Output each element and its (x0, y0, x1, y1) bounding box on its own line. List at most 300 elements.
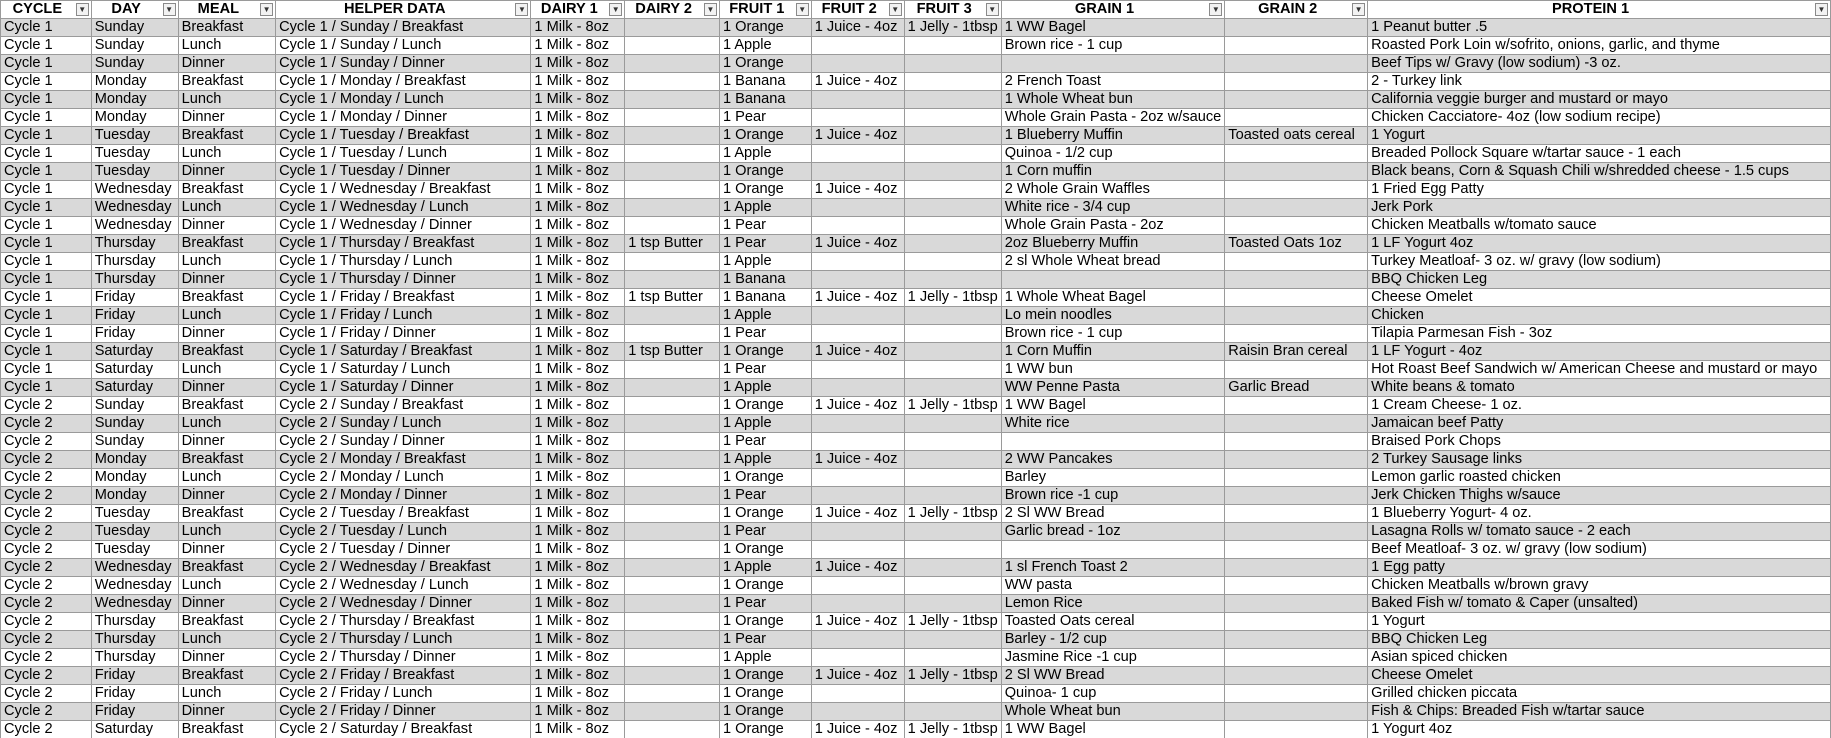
cell-dairy-2[interactable] (625, 19, 720, 37)
cell-helper-data[interactable]: Cycle 2 / Wednesday / Breakfast (276, 559, 531, 577)
cell-fruit-1[interactable]: 1 Apple (719, 199, 811, 217)
cell-meal[interactable]: Dinner (178, 487, 275, 505)
cell-fruit-1[interactable]: 1 Pear (719, 325, 811, 343)
filter-dropdown-icon[interactable]: ▼ (986, 3, 999, 16)
cell-grain-1[interactable]: 1 Whole Wheat Bagel (1001, 289, 1225, 307)
cell-day[interactable]: Tuesday (91, 505, 178, 523)
cell-grain-1[interactable]: 2 Sl WW Bread (1001, 667, 1225, 685)
cell-cycle[interactable]: Cycle 2 (1, 433, 92, 451)
cell-protein-1[interactable]: BBQ Chicken Leg (1368, 271, 1831, 289)
cell-fruit-3[interactable] (904, 703, 1001, 721)
cell-cycle[interactable]: Cycle 1 (1, 289, 92, 307)
cell-meal[interactable]: Lunch (178, 469, 275, 487)
cell-fruit-1[interactable]: 1 Orange (719, 469, 811, 487)
cell-fruit-3[interactable] (904, 217, 1001, 235)
cell-grain-1[interactable]: 1 Whole Wheat bun (1001, 91, 1225, 109)
cell-cycle[interactable]: Cycle 1 (1, 181, 92, 199)
cell-grain-1[interactable]: 2 sl Whole Wheat bread (1001, 253, 1225, 271)
cell-cycle[interactable]: Cycle 1 (1, 145, 92, 163)
cell-day[interactable]: Sunday (91, 19, 178, 37)
cell-fruit-2[interactable]: 1 Juice - 4oz (811, 451, 904, 469)
cell-protein-1[interactable]: 1 Yogurt 4oz (1368, 721, 1831, 738)
cell-dairy-1[interactable]: 1 Milk - 8oz (531, 667, 625, 685)
cell-helper-data[interactable]: Cycle 1 / Wednesday / Lunch (276, 199, 531, 217)
cell-dairy-2[interactable] (625, 577, 720, 595)
cell-meal[interactable]: Lunch (178, 253, 275, 271)
cell-fruit-1[interactable]: 1 Apple (719, 451, 811, 469)
cell-dairy-2[interactable] (625, 217, 720, 235)
cell-grain-1[interactable]: WW pasta (1001, 577, 1225, 595)
cell-cycle[interactable]: Cycle 2 (1, 577, 92, 595)
column-header-day[interactable] (91, 1, 178, 19)
cell-fruit-2[interactable] (811, 487, 904, 505)
cell-fruit-2[interactable]: 1 Juice - 4oz (811, 505, 904, 523)
cell-grain-2[interactable] (1225, 613, 1368, 631)
cell-protein-1[interactable]: Cheese Omelet (1368, 667, 1831, 685)
cell-fruit-3[interactable] (904, 37, 1001, 55)
cell-fruit-2[interactable]: 1 Juice - 4oz (811, 289, 904, 307)
cell-fruit-1[interactable]: 1 Pear (719, 361, 811, 379)
cell-dairy-2[interactable] (625, 361, 720, 379)
cell-cycle[interactable]: Cycle 1 (1, 217, 92, 235)
cell-meal[interactable]: Breakfast (178, 559, 275, 577)
cell-grain-1[interactable]: 1 Blueberry Muffin (1001, 127, 1225, 145)
cell-dairy-2[interactable] (625, 559, 720, 577)
cell-dairy-2[interactable] (625, 433, 720, 451)
cell-dairy-1[interactable]: 1 Milk - 8oz (531, 217, 625, 235)
cell-dairy-1[interactable]: 1 Milk - 8oz (531, 595, 625, 613)
cell-fruit-3[interactable] (904, 145, 1001, 163)
cell-cycle[interactable]: Cycle 2 (1, 685, 92, 703)
column-header-dairy-1[interactable] (531, 1, 625, 19)
cell-day[interactable]: Wednesday (91, 595, 178, 613)
cell-day[interactable]: Thursday (91, 631, 178, 649)
cell-cycle[interactable]: Cycle 2 (1, 631, 92, 649)
cell-helper-data[interactable]: Cycle 2 / Monday / Dinner (276, 487, 531, 505)
cell-fruit-1[interactable]: 1 Orange (719, 505, 811, 523)
cell-dairy-1[interactable]: 1 Milk - 8oz (531, 685, 625, 703)
cell-protein-1[interactable]: 1 Yogurt (1368, 127, 1831, 145)
cell-fruit-3[interactable] (904, 73, 1001, 91)
cell-grain-1[interactable]: 2 Whole Grain Waffles (1001, 181, 1225, 199)
cell-cycle[interactable]: Cycle 2 (1, 397, 92, 415)
cell-fruit-1[interactable]: 1 Banana (719, 91, 811, 109)
cell-fruit-3[interactable] (904, 235, 1001, 253)
cell-fruit-1[interactable]: 1 Apple (719, 559, 811, 577)
cell-grain-1[interactable]: Lemon Rice (1001, 595, 1225, 613)
filter-dropdown-icon[interactable]: ▼ (1815, 3, 1828, 16)
cell-cycle[interactable]: Cycle 2 (1, 541, 92, 559)
cell-grain-2[interactable] (1225, 649, 1368, 667)
cell-helper-data[interactable]: Cycle 2 / Monday / Breakfast (276, 451, 531, 469)
cell-helper-data[interactable]: Cycle 1 / Wednesday / Breakfast (276, 181, 531, 199)
filter-dropdown-icon[interactable]: ▼ (704, 3, 717, 16)
cell-grain-2[interactable]: Toasted Oats 1oz (1225, 235, 1368, 253)
cell-protein-1[interactable]: Jamaican beef Patty (1368, 415, 1831, 433)
cell-protein-1[interactable]: Chicken Meatballs w/tomato sauce (1368, 217, 1831, 235)
cell-cycle[interactable]: Cycle 2 (1, 703, 92, 721)
column-header-grain-1[interactable] (1001, 1, 1225, 19)
cell-fruit-2[interactable]: 1 Juice - 4oz (811, 235, 904, 253)
cell-grain-1[interactable]: 1 Corn muffin (1001, 163, 1225, 181)
cell-day[interactable]: Friday (91, 325, 178, 343)
cell-dairy-1[interactable]: 1 Milk - 8oz (531, 397, 625, 415)
cell-fruit-2[interactable]: 1 Juice - 4oz (811, 613, 904, 631)
cell-fruit-2[interactable] (811, 109, 904, 127)
cell-protein-1[interactable]: Lemon garlic roasted chicken (1368, 469, 1831, 487)
cell-dairy-2[interactable] (625, 145, 720, 163)
cell-grain-2[interactable] (1225, 37, 1368, 55)
cell-fruit-2[interactable] (811, 145, 904, 163)
cell-grain-1[interactable]: 1 WW bun (1001, 361, 1225, 379)
cell-fruit-1[interactable]: 1 Banana (719, 289, 811, 307)
cell-grain-2[interactable] (1225, 253, 1368, 271)
cell-fruit-2[interactable] (811, 469, 904, 487)
cell-helper-data[interactable]: Cycle 2 / Thursday / Breakfast (276, 613, 531, 631)
cell-helper-data[interactable]: Cycle 2 / Sunday / Lunch (276, 415, 531, 433)
cell-grain-2[interactable] (1225, 721, 1368, 738)
column-header-dairy-2[interactable] (625, 1, 720, 19)
cell-meal[interactable]: Dinner (178, 433, 275, 451)
cell-grain-2[interactable] (1225, 631, 1368, 649)
cell-fruit-2[interactable] (811, 217, 904, 235)
cell-grain-2[interactable] (1225, 163, 1368, 181)
cell-dairy-1[interactable]: 1 Milk - 8oz (531, 307, 625, 325)
cell-day[interactable]: Friday (91, 685, 178, 703)
cell-meal[interactable]: Breakfast (178, 235, 275, 253)
cell-grain-2[interactable] (1225, 433, 1368, 451)
cell-cycle[interactable]: Cycle 1 (1, 235, 92, 253)
cell-day[interactable]: Sunday (91, 415, 178, 433)
cell-meal[interactable]: Lunch (178, 577, 275, 595)
cell-dairy-1[interactable]: 1 Milk - 8oz (531, 145, 625, 163)
cell-cycle[interactable]: Cycle 2 (1, 469, 92, 487)
cell-helper-data[interactable]: Cycle 2 / Thursday / Dinner (276, 649, 531, 667)
cell-helper-data[interactable]: Cycle 2 / Tuesday / Dinner (276, 541, 531, 559)
cell-grain-2[interactable] (1225, 109, 1368, 127)
cell-dairy-1[interactable]: 1 Milk - 8oz (531, 451, 625, 469)
cell-protein-1[interactable]: Fish & Chips: Breaded Fish w/tartar sauce (1368, 703, 1831, 721)
cell-fruit-3[interactable] (904, 577, 1001, 595)
cell-meal[interactable]: Dinner (178, 379, 275, 397)
filter-dropdown-icon[interactable]: ▼ (163, 3, 176, 16)
cell-grain-2[interactable] (1225, 397, 1368, 415)
cell-cycle[interactable]: Cycle 1 (1, 253, 92, 271)
cell-grain-1[interactable]: 2 French Toast (1001, 73, 1225, 91)
cell-fruit-2[interactable]: 1 Juice - 4oz (811, 667, 904, 685)
cell-dairy-1[interactable]: 1 Milk - 8oz (531, 199, 625, 217)
cell-day[interactable]: Thursday (91, 253, 178, 271)
cell-fruit-1[interactable]: 1 Orange (719, 397, 811, 415)
cell-helper-data[interactable]: Cycle 1 / Thursday / Dinner (276, 271, 531, 289)
cell-fruit-1[interactable]: 1 Pear (719, 235, 811, 253)
cell-dairy-2[interactable] (625, 73, 720, 91)
cell-protein-1[interactable]: BBQ Chicken Leg (1368, 631, 1831, 649)
cell-day[interactable]: Wednesday (91, 217, 178, 235)
cell-fruit-3[interactable]: 1 Jelly - 1tbsp (904, 721, 1001, 738)
cell-protein-1[interactable]: White beans & tomato (1368, 379, 1831, 397)
cell-grain-2[interactable] (1225, 469, 1368, 487)
cell-fruit-2[interactable] (811, 649, 904, 667)
cell-meal[interactable]: Lunch (178, 307, 275, 325)
cell-protein-1[interactable]: Roasted Pork Loin w/sofrito, onions, garlic, and thyme (1368, 37, 1831, 55)
cell-fruit-1[interactable]: 1 Pear (719, 595, 811, 613)
cell-cycle[interactable]: Cycle 2 (1, 559, 92, 577)
cell-protein-1[interactable]: Jerk Chicken Thighs w/sauce (1368, 487, 1831, 505)
cell-protein-1[interactable]: Chicken (1368, 307, 1831, 325)
cell-fruit-1[interactable]: 1 Pear (719, 433, 811, 451)
cell-dairy-2[interactable] (625, 541, 720, 559)
cell-dairy-1[interactable]: 1 Milk - 8oz (531, 433, 625, 451)
cell-dairy-1[interactable]: 1 Milk - 8oz (531, 469, 625, 487)
cell-fruit-2[interactable]: 1 Juice - 4oz (811, 127, 904, 145)
cell-fruit-2[interactable] (811, 523, 904, 541)
cell-day[interactable]: Sunday (91, 397, 178, 415)
cell-fruit-1[interactable]: 1 Pear (719, 487, 811, 505)
cell-dairy-2[interactable] (625, 325, 720, 343)
cell-meal[interactable]: Dinner (178, 55, 275, 73)
cell-grain-1[interactable]: Barley (1001, 469, 1225, 487)
cell-fruit-2[interactable] (811, 325, 904, 343)
cell-grain-1[interactable]: Whole Wheat bun (1001, 703, 1225, 721)
cell-helper-data[interactable]: Cycle 1 / Sunday / Dinner (276, 55, 531, 73)
cell-cycle[interactable]: Cycle 1 (1, 379, 92, 397)
cell-cycle[interactable]: Cycle 2 (1, 721, 92, 738)
cell-grain-1[interactable]: Whole Grain Pasta - 2oz w/sauce (1001, 109, 1225, 127)
cell-grain-1[interactable]: 2 WW Pancakes (1001, 451, 1225, 469)
cell-day[interactable]: Tuesday (91, 523, 178, 541)
cell-dairy-2[interactable] (625, 631, 720, 649)
cell-dairy-1[interactable]: 1 Milk - 8oz (531, 181, 625, 199)
cell-day[interactable]: Monday (91, 451, 178, 469)
cell-dairy-1[interactable]: 1 Milk - 8oz (531, 91, 625, 109)
cell-day[interactable]: Wednesday (91, 559, 178, 577)
cell-fruit-1[interactable]: 1 Apple (719, 253, 811, 271)
cell-fruit-3[interactable] (904, 271, 1001, 289)
cell-fruit-2[interactable] (811, 595, 904, 613)
cell-protein-1[interactable]: 1 Fried Egg Patty (1368, 181, 1831, 199)
cell-grain-2[interactable] (1225, 595, 1368, 613)
cell-day[interactable]: Saturday (91, 379, 178, 397)
cell-grain-1[interactable]: 1 WW Bagel (1001, 721, 1225, 738)
cell-day[interactable]: Saturday (91, 343, 178, 361)
cell-fruit-1[interactable]: 1 Apple (719, 649, 811, 667)
cell-meal[interactable]: Lunch (178, 199, 275, 217)
cell-fruit-3[interactable] (904, 379, 1001, 397)
cell-dairy-2[interactable] (625, 397, 720, 415)
cell-day[interactable]: Wednesday (91, 199, 178, 217)
cell-dairy-1[interactable]: 1 Milk - 8oz (531, 289, 625, 307)
cell-fruit-2[interactable] (811, 37, 904, 55)
cell-meal[interactable]: Dinner (178, 703, 275, 721)
cell-dairy-1[interactable]: 1 Milk - 8oz (531, 361, 625, 379)
cell-meal[interactable]: Dinner (178, 163, 275, 181)
cell-dairy-1[interactable]: 1 Milk - 8oz (531, 505, 625, 523)
cell-fruit-3[interactable] (904, 523, 1001, 541)
cell-fruit-1[interactable]: 1 Pear (719, 523, 811, 541)
cell-protein-1[interactable]: 2 - Turkey link (1368, 73, 1831, 91)
cell-fruit-3[interactable] (904, 109, 1001, 127)
cell-fruit-3[interactable] (904, 55, 1001, 73)
cell-cycle[interactable]: Cycle 1 (1, 55, 92, 73)
cell-day[interactable]: Saturday (91, 721, 178, 738)
cell-meal[interactable]: Breakfast (178, 127, 275, 145)
filter-dropdown-icon[interactable]: ▼ (1209, 3, 1222, 16)
cell-dairy-2[interactable] (625, 505, 720, 523)
cell-fruit-2[interactable] (811, 253, 904, 271)
cell-fruit-1[interactable]: 1 Orange (719, 613, 811, 631)
cell-dairy-2[interactable] (625, 451, 720, 469)
cell-protein-1[interactable]: Black beans, Corn & Squash Chili w/shredded cheese - 1.5 cups (1368, 163, 1831, 181)
cell-fruit-1[interactable]: 1 Apple (719, 37, 811, 55)
cell-fruit-3[interactable]: 1 Jelly - 1tbsp (904, 613, 1001, 631)
cell-dairy-2[interactable] (625, 379, 720, 397)
cell-meal[interactable]: Breakfast (178, 613, 275, 631)
cell-protein-1[interactable]: Chicken Cacciatore- 4oz (low sodium recipe) (1368, 109, 1831, 127)
cell-cycle[interactable]: Cycle 2 (1, 649, 92, 667)
cell-meal[interactable]: Lunch (178, 415, 275, 433)
cell-cycle[interactable]: Cycle 1 (1, 325, 92, 343)
filter-dropdown-icon[interactable]: ▼ (515, 3, 528, 16)
cell-protein-1[interactable]: 1 LF Yogurt - 4oz (1368, 343, 1831, 361)
cell-fruit-1[interactable]: 1 Orange (719, 703, 811, 721)
cell-dairy-2[interactable] (625, 721, 720, 738)
cell-protein-1[interactable]: 1 Blueberry Yogurt- 4 oz. (1368, 505, 1831, 523)
cell-helper-data[interactable]: Cycle 1 / Saturday / Lunch (276, 361, 531, 379)
cell-grain-2[interactable] (1225, 325, 1368, 343)
cell-dairy-2[interactable] (625, 199, 720, 217)
cell-helper-data[interactable]: Cycle 2 / Wednesday / Lunch (276, 577, 531, 595)
cell-dairy-2[interactable]: 1 tsp Butter (625, 289, 720, 307)
cell-fruit-3[interactable] (904, 595, 1001, 613)
cell-helper-data[interactable]: Cycle 2 / Friday / Dinner (276, 703, 531, 721)
cell-dairy-1[interactable]: 1 Milk - 8oz (531, 379, 625, 397)
cell-protein-1[interactable]: Tilapia Parmesan Fish - 3oz (1368, 325, 1831, 343)
cell-helper-data[interactable]: Cycle 2 / Sunday / Breakfast (276, 397, 531, 415)
cell-protein-1[interactable]: 1 Peanut butter .5 (1368, 19, 1831, 37)
cell-fruit-3[interactable] (904, 559, 1001, 577)
cell-grain-2[interactable] (1225, 667, 1368, 685)
cell-meal[interactable]: Breakfast (178, 451, 275, 469)
cell-cycle[interactable]: Cycle 2 (1, 613, 92, 631)
cell-meal[interactable]: Breakfast (178, 667, 275, 685)
cell-fruit-3[interactable]: 1 Jelly - 1tbsp (904, 505, 1001, 523)
cell-fruit-1[interactable]: 1 Orange (719, 55, 811, 73)
cell-helper-data[interactable]: Cycle 2 / Friday / Lunch (276, 685, 531, 703)
cell-fruit-1[interactable]: 1 Apple (719, 145, 811, 163)
cell-meal[interactable]: Breakfast (178, 397, 275, 415)
cell-grain-2[interactable] (1225, 559, 1368, 577)
cell-protein-1[interactable]: Chicken Meatballs w/brown gravy (1368, 577, 1831, 595)
cell-grain-2[interactable] (1225, 703, 1368, 721)
cell-grain-2[interactable] (1225, 145, 1368, 163)
cell-dairy-2[interactable]: 1 tsp Butter (625, 235, 720, 253)
cell-meal[interactable]: Breakfast (178, 505, 275, 523)
cell-fruit-2[interactable]: 1 Juice - 4oz (811, 721, 904, 738)
cell-fruit-3[interactable] (904, 343, 1001, 361)
cell-cycle[interactable]: Cycle 2 (1, 415, 92, 433)
cell-grain-2[interactable]: Garlic Bread (1225, 379, 1368, 397)
cell-fruit-3[interactable] (904, 631, 1001, 649)
cell-fruit-2[interactable] (811, 631, 904, 649)
cell-meal[interactable]: Breakfast (178, 19, 275, 37)
cell-dairy-2[interactable] (625, 613, 720, 631)
cell-helper-data[interactable]: Cycle 2 / Sunday / Dinner (276, 433, 531, 451)
cell-helper-data[interactable]: Cycle 1 / Wednesday / Dinner (276, 217, 531, 235)
cell-fruit-1[interactable]: 1 Apple (719, 415, 811, 433)
cell-grain-2[interactable] (1225, 289, 1368, 307)
cell-cycle[interactable]: Cycle 1 (1, 343, 92, 361)
cell-grain-1[interactable]: Whole Grain Pasta - 2oz (1001, 217, 1225, 235)
cell-grain-2[interactable] (1225, 487, 1368, 505)
cell-fruit-3[interactable]: 1 Jelly - 1tbsp (904, 19, 1001, 37)
cell-fruit-1[interactable]: 1 Orange (719, 127, 811, 145)
cell-day[interactable]: Friday (91, 289, 178, 307)
cell-fruit-1[interactable]: 1 Orange (719, 19, 811, 37)
cell-day[interactable]: Monday (91, 73, 178, 91)
cell-grain-1[interactable]: Brown rice - 1 cup (1001, 325, 1225, 343)
cell-day[interactable]: Tuesday (91, 541, 178, 559)
cell-cycle[interactable]: Cycle 1 (1, 307, 92, 325)
cell-dairy-2[interactable] (625, 487, 720, 505)
cell-dairy-2[interactable] (625, 163, 720, 181)
cell-meal[interactable]: Dinner (178, 595, 275, 613)
cell-fruit-1[interactable]: 1 Orange (719, 541, 811, 559)
cell-meal[interactable]: Lunch (178, 523, 275, 541)
cell-fruit-3[interactable] (904, 307, 1001, 325)
cell-fruit-2[interactable] (811, 199, 904, 217)
cell-cycle[interactable]: Cycle 2 (1, 523, 92, 541)
filter-dropdown-icon[interactable]: ▼ (76, 3, 89, 16)
cell-grain-1[interactable] (1001, 55, 1225, 73)
cell-helper-data[interactable]: Cycle 2 / Wednesday / Dinner (276, 595, 531, 613)
cell-fruit-3[interactable] (904, 91, 1001, 109)
cell-dairy-1[interactable]: 1 Milk - 8oz (531, 37, 625, 55)
cell-fruit-3[interactable]: 1 Jelly - 1tbsp (904, 667, 1001, 685)
column-header-fruit-2[interactable] (811, 1, 904, 19)
cell-protein-1[interactable]: 1 LF Yogurt 4oz (1368, 235, 1831, 253)
filter-dropdown-icon[interactable]: ▼ (609, 3, 622, 16)
cell-cycle[interactable]: Cycle 1 (1, 271, 92, 289)
cell-dairy-1[interactable]: 1 Milk - 8oz (531, 559, 625, 577)
cell-meal[interactable]: Dinner (178, 325, 275, 343)
cell-helper-data[interactable]: Cycle 1 / Tuesday / Dinner (276, 163, 531, 181)
cell-grain-2[interactable] (1225, 415, 1368, 433)
cell-dairy-1[interactable]: 1 Milk - 8oz (531, 703, 625, 721)
column-header-cycle[interactable] (1, 1, 92, 19)
cell-fruit-3[interactable]: 1 Jelly - 1tbsp (904, 289, 1001, 307)
cell-grain-1[interactable]: 2 Sl WW Bread (1001, 505, 1225, 523)
cell-fruit-1[interactable]: 1 Orange (719, 721, 811, 738)
cell-dairy-1[interactable]: 1 Milk - 8oz (531, 415, 625, 433)
cell-helper-data[interactable]: Cycle 2 / Friday / Breakfast (276, 667, 531, 685)
cell-fruit-1[interactable]: 1 Pear (719, 109, 811, 127)
cell-cycle[interactable]: Cycle 1 (1, 199, 92, 217)
cell-fruit-2[interactable]: 1 Juice - 4oz (811, 73, 904, 91)
cell-helper-data[interactable]: Cycle 1 / Saturday / Breakfast (276, 343, 531, 361)
cell-cycle[interactable]: Cycle 2 (1, 487, 92, 505)
column-header-protein-1[interactable] (1368, 1, 1831, 19)
cell-helper-data[interactable]: Cycle 1 / Saturday / Dinner (276, 379, 531, 397)
cell-fruit-2[interactable]: 1 Juice - 4oz (811, 397, 904, 415)
cell-dairy-2[interactable] (625, 667, 720, 685)
cell-protein-1[interactable]: California veggie burger and mustard or mayo (1368, 91, 1831, 109)
cell-fruit-1[interactable]: 1 Orange (719, 343, 811, 361)
cell-grain-2[interactable] (1225, 217, 1368, 235)
cell-helper-data[interactable]: Cycle 1 / Friday / Lunch (276, 307, 531, 325)
cell-protein-1[interactable]: 1 Egg patty (1368, 559, 1831, 577)
cell-protein-1[interactable]: Beef Tips w/ Gravy (low sodium) -3 oz. (1368, 55, 1831, 73)
